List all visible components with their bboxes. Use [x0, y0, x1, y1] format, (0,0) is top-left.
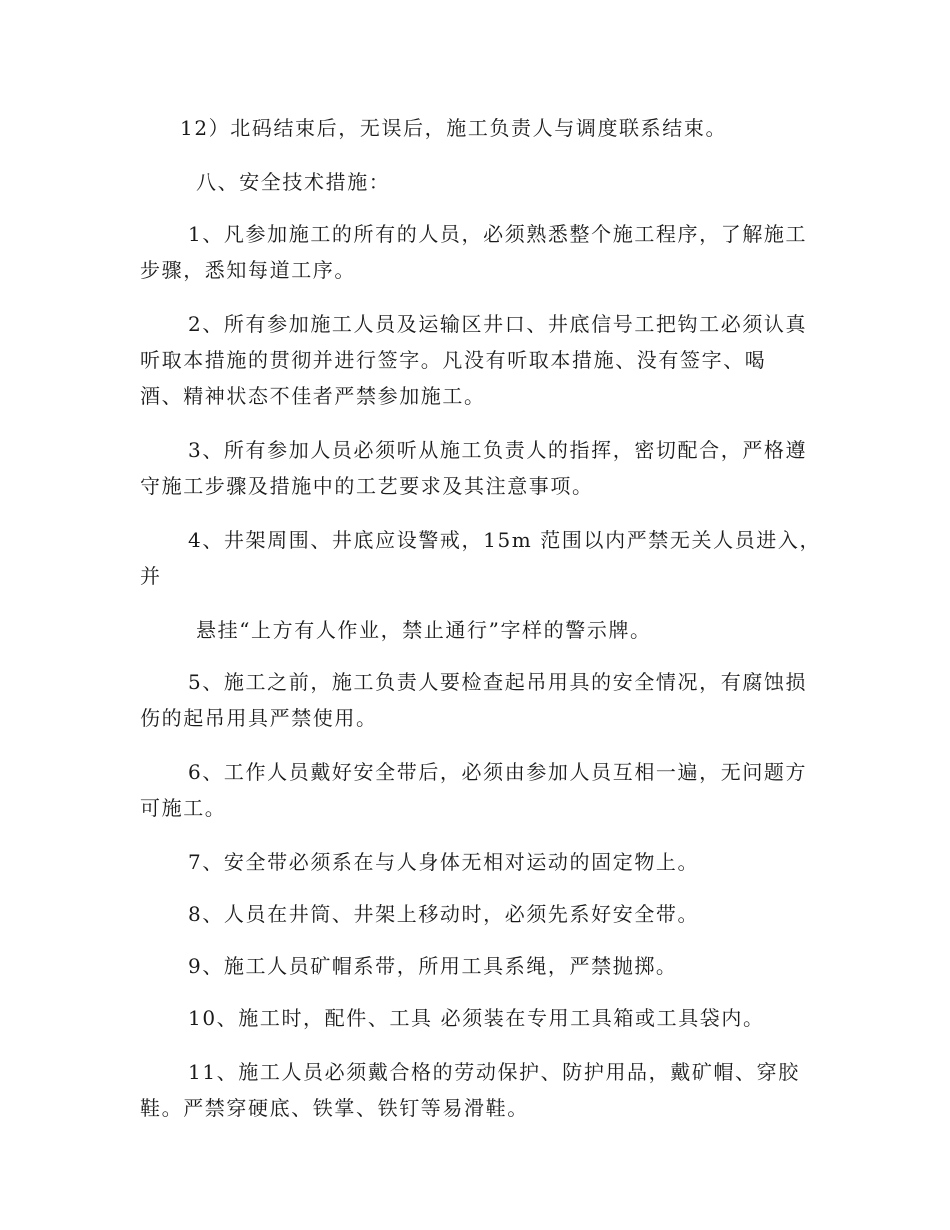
text-line: 5、施工之前，施工负责人要检查起吊用具的安全情况，有腐蚀损: [188, 670, 808, 694]
text-line: 酒、精神状态不佳者严禁参加施工。: [140, 384, 486, 408]
text-line: 可施工。: [140, 796, 227, 820]
text-line: 守施工步骤及措施中的工艺要求及其注意事项。: [140, 474, 594, 498]
text-line: 7、安全带必须系在与人身体无相对运动的固定物上。: [188, 850, 700, 874]
text-line: 伤的起吊用具严禁使用。: [140, 706, 378, 730]
text-line: 悬挂“上方有人作业，禁止通行”字样的警示牌。: [196, 618, 652, 642]
text-line: 2、所有参加施工人员及运输区井口、井底信号工把钩工必须认真: [188, 312, 808, 336]
text-line: 9、施工人员矿帽系带，所用工具系绳，严禁抛掷。: [188, 954, 678, 978]
text-line: 11、施工人员必须戴合格的劳动保护、防护用品，戴矿帽、穿胶: [188, 1060, 800, 1084]
text-line: 4、井架周围、井底应设警戒，15m 范围以内严禁无关人员进入，: [188, 528, 822, 552]
text-line: 并: [140, 564, 162, 588]
text-line: 3、所有参加人员必须听从施工负责人的指挥，密切配合，严格遵: [188, 438, 808, 462]
text-line: 8、人员在井筒、井架上移动时，必须先系好安全带。: [188, 902, 700, 926]
text-line: 6、工作人员戴好安全带后，必须由参加人员互相一遍，无问题方: [188, 760, 808, 784]
text-line: 10、施工时，配件、工具 必须装在专用工具箱或工具袋内。: [188, 1006, 765, 1030]
text-line: 听取本措施的贯彻并进行签字。凡没有听取本措施、没有签字、喝: [140, 348, 767, 372]
text-line: 鞋。严禁穿硬底、铁掌、铁钉等易滑鞋。: [140, 1096, 529, 1120]
text-line: 步骤，悉知每道工序。: [140, 258, 356, 282]
text-line: 12）北码结束后，无误后，施工负责人与调度联系结束。: [180, 116, 728, 140]
text-line: 1、凡参加施工的所有的人员，必须熟悉整个施工程序，了解施工: [188, 222, 808, 246]
section-heading: 八、安全技术措施：: [196, 170, 391, 194]
